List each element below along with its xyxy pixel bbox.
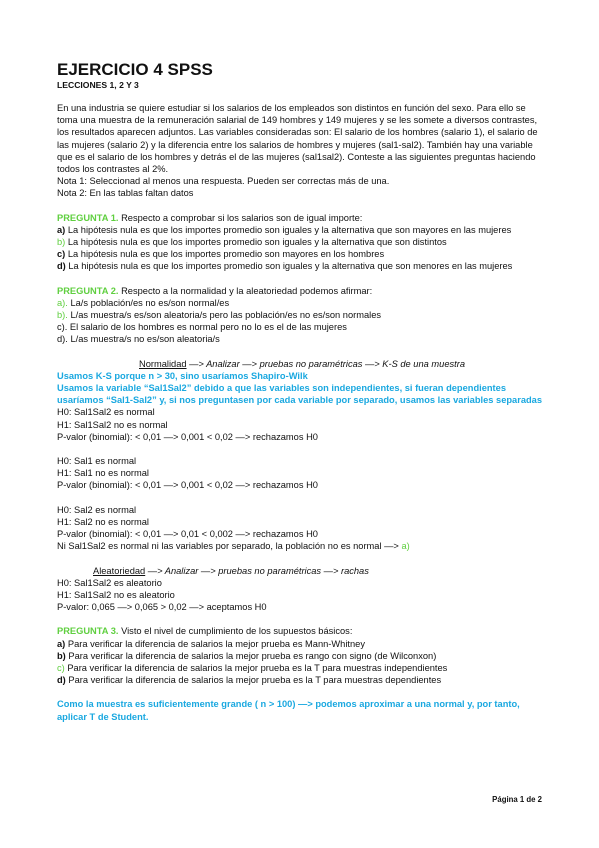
option-letter: b) [57,650,66,661]
normality-section [57,358,547,553]
hypothesis-line: H1: Sal2 no es normal [57,516,149,527]
question-3 [57,625,547,686]
normality-heading-keyword: Normalidad [139,358,187,369]
normality-note-2: Usamos la variable “Sal1Sal2” debido a que las variables son independientes, si fueran dependientes usaríamos “Sal1-Sal2” y, si nos preguntasen por cada variable por separado, usamos las variables separadas [57,383,543,406]
question-2-prompt [57,285,547,297]
question-2-option-b [57,309,547,321]
p-value-line: P-valor (binomial): < 0,01 —> 0,001 < 0,02 —> rechazamos H0 [57,480,318,491]
option-letter: c) [57,662,65,673]
normality-note-1: Usamos K-S porque n > 30, sino usaríamos Shapiro-Wilk [57,370,308,381]
normality-test-sal1 [57,455,547,492]
question-1-option-b [57,236,547,248]
hypothesis-line: H0: Sal2 es normal [57,504,137,515]
normality-heading-path: —> Analizar —> pruebas no paramétricas —> K-S de una muestra [186,358,465,369]
option-letter: b) [57,237,66,248]
question-2-option-d [57,333,547,345]
intro-paragraph: En una industria se quiere estudiar si los salarios de los empleados son distintos en función del sexo. Para ello se toma una muestra de la remuneración salarial de 149 hombres y 149 mujeres y se les somete a diversos contrastes, los resultados aparecen adjuntos. Las variables consideradas son: El salario de los hombres (salario 1), el salario de las mujeres (salario 2) y la diferencia entre los salarios de hombres y mujeres (sal1-sal2). También hay una variable que es el salario de los hombres y detrás el de las mujeres (sal1sal2). Conteste a las siguientes preguntas haciendo todos los contrastes al 2%. [57,103,538,175]
randomness-heading-keyword: Aleatoriedad [93,565,146,576]
final-note: Como la muestra es suficientemente grande ( n > 100) —> podemos aproximar a una normal y, por tanto, aplicar T de Student. [57,699,520,722]
question-1 [57,212,547,273]
intro-section [57,102,547,200]
question-2-option-c [57,321,547,333]
randomness-heading [57,565,547,577]
question-1-option-a [57,224,547,236]
question-2 [57,285,547,346]
randomness-heading-path: —> Analizar —> pruebas no paramétricas —> rachas [145,565,369,576]
question-3-option-b [57,650,547,662]
option-letter: c) [57,249,66,260]
document-page [57,60,547,723]
option-text: La hipótesis nula es que los importes promedio son iguales y la alternativa que son mayores en las mujeres [65,224,512,235]
option-text: La hipótesis nula es que los importes promedio son iguales y la alternativa que son menores en las mujeres [65,261,513,272]
question-1-text: Respecto a comprobar si los salarios son de igual importe: [118,212,363,223]
option-text: Para verificar la diferencia de salarios la mejor prueba es la T para muestras dependientes [65,675,442,686]
question-3-prompt [57,625,547,637]
option-text: L/as muestra/s no es/son aleatoria/s [67,334,220,345]
normality-conclusion [57,540,547,552]
option-letter: d) [57,675,66,686]
p-value-line: P-valor (binomial): < 0,01 —> 0,001 < 0,02 —> rechazamos H0 [57,431,318,442]
normality-test-sal2 [57,504,547,553]
hypothesis-line: H0: Sal1 es normal [57,456,137,467]
option-text: La/s población/es no es/son normal/es [67,297,230,308]
hypothesis-line: H1: Sal1Sal2 no es normal [57,419,168,430]
note-2: Nota 2: En las tablas faltan datos [57,188,194,199]
p-value-line: P-valor (binomial): < 0,01 —> 0,01 < 0,002 —> rechazamos H0 [57,529,318,540]
question-3-option-c [57,662,547,674]
question-2-text: Respecto a la normalidad y la aleatoriedad podemos afirmar: [118,285,373,296]
option-text: Para verificar la diferencia de salarios la mejor prueba es rango con signo (de Wilconxon) [65,650,437,661]
question-2-option-a [57,297,547,309]
hypothesis-line: H0: Sal1Sal2 es normal [57,407,155,418]
question-1-option-c [57,248,547,260]
question-1-option-d [57,260,547,272]
page-number: Página 1 de 2 [492,795,542,804]
option-text: Para verificar la diferencia de salarios la mejor prueba es la T para muestras independientes [64,662,448,673]
option-letter: d). [57,334,68,345]
question-1-label: PREGUNTA 1. [57,212,119,223]
question-3-option-d [57,674,547,686]
conclusion-text: Ni Sal1Sal2 es normal ni las variables por separado, la población no es normal —> [57,541,402,552]
conclusion-answer: a) [401,541,410,552]
hypothesis-line: H1: Sal1Sal2 no es aleatorio [57,589,175,600]
question-2-label: PREGUNTA 2. [57,285,119,296]
option-text: El salario de los hombres es normal pero no lo es el de las mujeres [67,322,347,333]
hypothesis-line: H1: Sal1 no es normal [57,468,149,479]
normality-heading [57,358,547,370]
option-letter: c). [57,322,68,333]
option-text: L/as muestra/s es/son aleatoria/s pero las población/es no es/son normales [67,310,382,321]
hypothesis-line: H0: Sal1Sal2 es aleatorio [57,577,162,588]
option-text: Para verificar la diferencia de salarios la mejor prueba es Mann-Whitney [65,638,365,649]
option-letter: a) [57,638,66,649]
question-3-option-a [57,638,547,650]
option-letter: d) [57,261,66,272]
question-1-prompt [57,212,547,224]
option-letter: a) [57,224,66,235]
document-title: EJERCICIO 4 SPSS [57,60,213,79]
option-letter: a). [57,297,68,308]
option-text: La hipótesis nula es que los importes promedio son iguales y la alternativa que son distintos [65,237,447,248]
option-letter: b). [57,310,68,321]
option-text: La hipótesis nula es que los importes promedio son mayores en los hombres [65,249,385,260]
randomness-section [57,565,547,614]
document-subtitle: LECCIONES 1, 2 Y 3 [57,80,139,90]
p-value-line: P-valor: 0,065 —> 0,065 > 0,02 —> aceptamos H0 [57,602,267,613]
question-3-label: PREGUNTA 3. [57,626,119,637]
question-3-text: Visto el nivel de cumplimiento de los supuestos básicos: [118,626,353,637]
normality-test-sal1sal2 [57,406,547,443]
note-1: Nota 1: Seleccionad al menos una respuesta. Pueden ser correctas más de una. [57,176,390,187]
